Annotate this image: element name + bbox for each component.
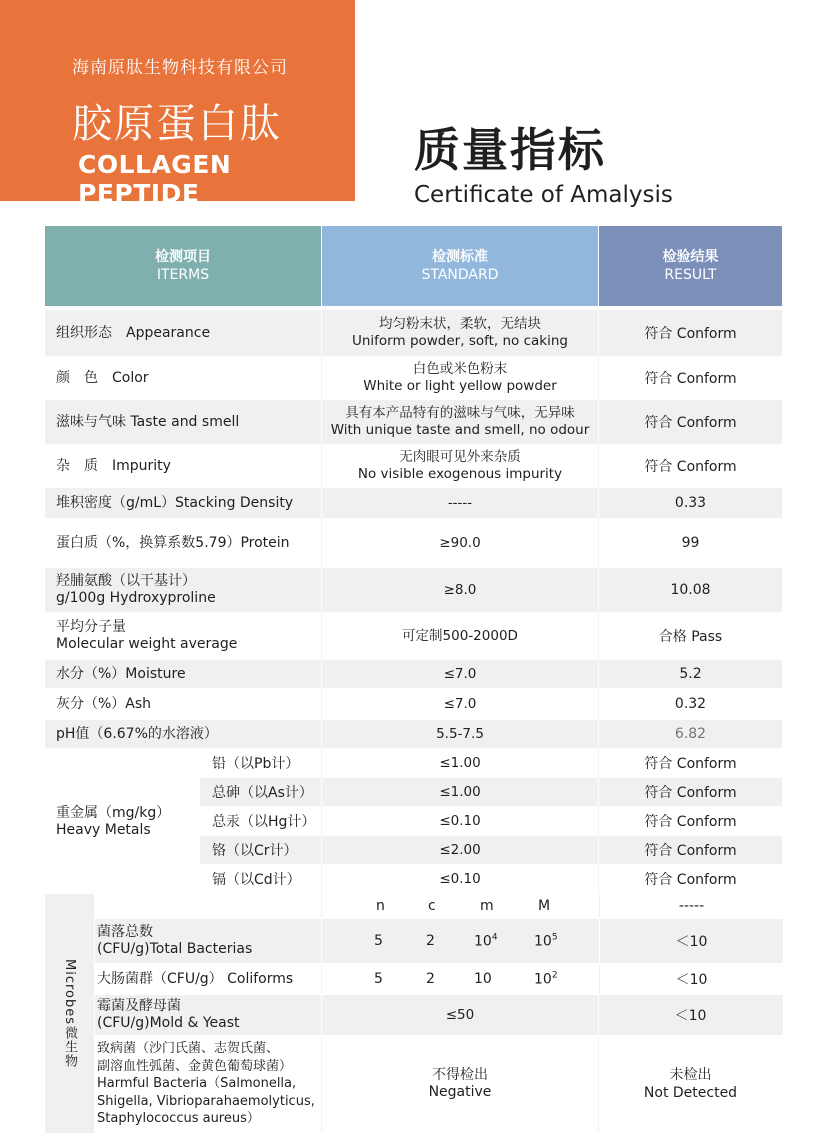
- company-name: 海南原肽生物科技有限公司: [72, 58, 288, 78]
- table-row: 铅（以Pb计） ≤1.00 符合 Conform: [200, 749, 782, 778]
- header-items: 检测项目 ITERMS: [45, 226, 321, 306]
- item-cell: pH值（6.67%的水溶液）: [45, 720, 322, 748]
- table-header: [45, 226, 782, 306]
- item-cell: 组织形态 Appearance: [45, 310, 322, 356]
- standard-cell: -----: [322, 488, 599, 518]
- heavy-metals-label: 重金属（mg/kg） Heavy Metals: [45, 749, 200, 894]
- item-cell: 蛋白质（%，换算系数5.79）Protein: [45, 519, 322, 567]
- table-row: [45, 488, 782, 519]
- result-cell: 10.08: [670, 582, 711, 598]
- result-cell: 符合 Conform: [644, 371, 737, 387]
- standard-cell: 5.5-7.5: [322, 720, 599, 748]
- product-title-en: COLLAGEN PEPTIDE: [78, 150, 232, 208]
- table-row: [45, 613, 782, 660]
- result-cell: 0.33: [674, 495, 707, 511]
- quality-table: [45, 226, 782, 1133]
- item-cell: 杂 质 Impurity: [45, 445, 322, 487]
- result-cell: 符合 Conform: [644, 326, 737, 342]
- ncm-header-row: n c m M -----: [95, 894, 783, 919]
- result-cell: 符合 Conform: [644, 415, 737, 431]
- microbes-label: Microbes 微生物: [45, 894, 95, 1133]
- result-cell: 0.32: [674, 696, 707, 712]
- standard-cell: 无肉眼可见外来杂质 No visible exogenous impurity: [322, 445, 599, 487]
- table-row: [45, 357, 782, 400]
- result-cell: 符合 Conform: [644, 459, 737, 475]
- table-row: [45, 400, 782, 445]
- standard-cell: ≥8.0: [322, 568, 599, 612]
- standard-cell: 白色或米色粉末 White or light yellow powder: [322, 357, 599, 399]
- standard-cell: 均匀粉末状，柔软，无结块 Uniform powder, soft, no caking: [322, 310, 599, 356]
- table-row: 总汞（以Hg计） ≤0.10 符合 Conform: [200, 807, 782, 836]
- table-row: [45, 720, 782, 749]
- result-cell: 合格 Pass: [658, 629, 723, 645]
- item-cell: 灰分（%）Ash: [45, 689, 322, 719]
- header-result: 检验结果 RESULT: [599, 226, 782, 306]
- standard-cell: ≤7.0: [322, 689, 599, 719]
- item-cell: 堆积密度（g/mL）Stacking Density: [45, 488, 322, 518]
- item-cell: 水分（%）Moisture: [45, 660, 322, 688]
- table-row: [45, 519, 782, 568]
- table-row: 致病菌（沙门氏菌、志贺氏菌、 副溶血性弧菌、金黄色葡萄球菌） Harmful Bacteria（Salmonella, Shigella, Vibrioparahaemolyticus, Staphylococcus aureus） 不得检出 Negative 未检出 Not Detected: [95, 1036, 783, 1133]
- brand-banner: [0, 0, 355, 208]
- microbes-group: [45, 894, 782, 1133]
- standard-cell: ≥90.0: [322, 519, 599, 567]
- header-standard: 检测标准 STANDARD: [322, 226, 598, 306]
- item-cell: 滋味与气味 Taste and smell: [45, 400, 322, 444]
- page-subtitle: Certificate of Amalysis: [414, 182, 673, 208]
- table-row: 总砷（以As计） ≤1.00 符合 Conform: [200, 778, 782, 807]
- table-row: [45, 660, 782, 689]
- table-row: 大肠菌群（CFU/g） Coliforms 5 2 10 $10^2$ ＜10: [95, 964, 783, 995]
- table-row: [45, 689, 782, 720]
- product-title-cn: 胶原蛋白肽: [72, 101, 282, 147]
- standard-cell: ≤7.0: [322, 660, 599, 688]
- table-row: [45, 568, 782, 613]
- standard-cell: 具有本产品特有的滋味与气味，无异味 With unique taste and smell, no odour: [322, 400, 599, 444]
- item-cell: 颜 色 Color: [45, 357, 322, 399]
- table-row: 霉菌及酵母菌 (CFU/g)Mold & Yeast ≤50 ＜10: [95, 995, 783, 1036]
- table-row: 铬（以Cr计） ≤2.00 符合 Conform: [200, 836, 782, 865]
- result-cell: 6.82: [674, 726, 707, 742]
- page-title: 质量指标: [414, 123, 606, 177]
- result-cell: 99: [681, 535, 700, 551]
- table-row: [45, 445, 782, 488]
- item-cell: 平均分子量 Molecular weight average: [45, 613, 322, 659]
- result-cell: 5.2: [679, 666, 702, 682]
- standard-cell: 可定制500-2000D: [322, 613, 599, 659]
- heavy-metals-group: [45, 749, 782, 894]
- table-row: 镉（以Cd计） ≤0.10 符合 Conform: [200, 865, 782, 894]
- table-row: [45, 310, 782, 357]
- item-cell: 羟脯氨酸（以干基计） g/100g Hydroxyproline: [45, 568, 322, 612]
- table-row: 菌落总数 (CFU/g)Total Bacterias 5 2 $10^4$ $10^5$ ＜10: [95, 919, 783, 964]
